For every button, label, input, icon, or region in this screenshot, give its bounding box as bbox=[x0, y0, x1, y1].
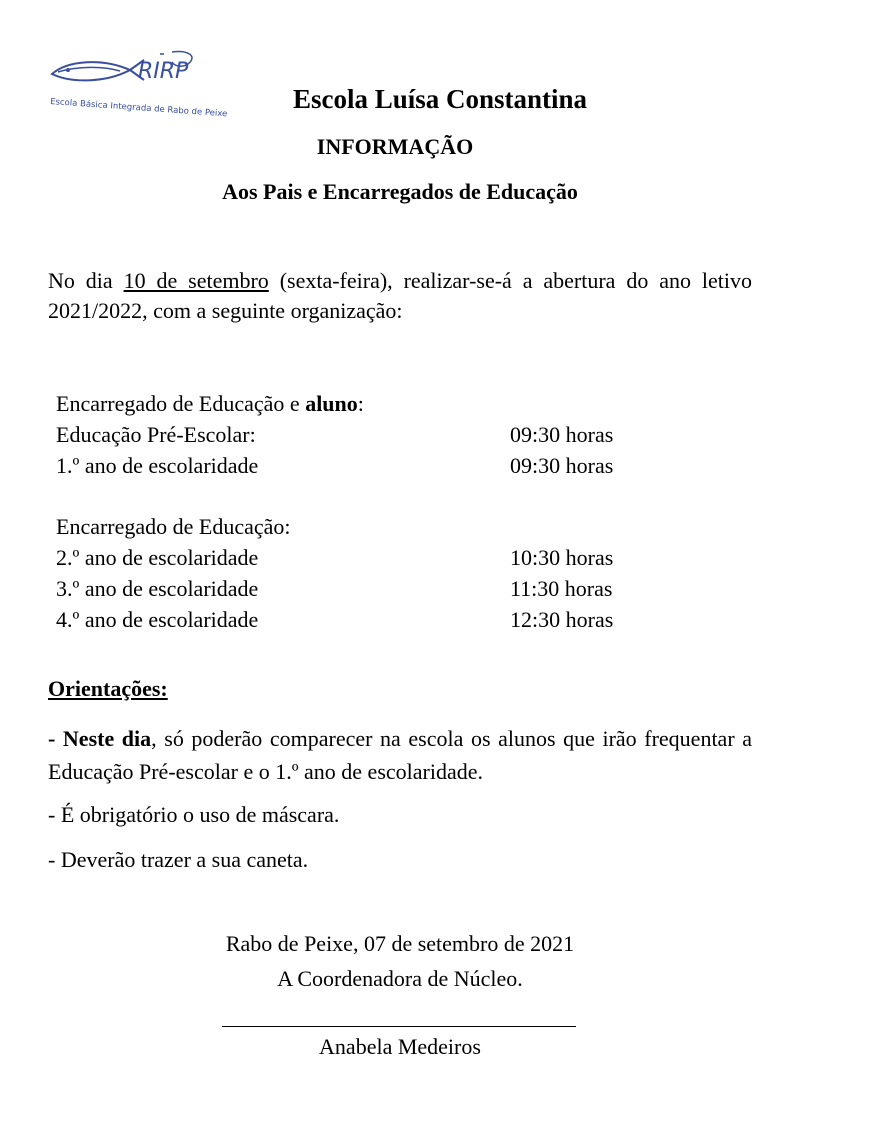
schedule-row bbox=[56, 542, 656, 573]
intro-pre: No dia bbox=[48, 268, 124, 293]
schedule-row bbox=[56, 604, 656, 635]
school-name: Escola Luísa Constantina bbox=[292, 84, 588, 114]
group2-heading: Encarregado de Educação: bbox=[56, 514, 291, 539]
group1-heading-bold: aluno bbox=[305, 391, 358, 416]
group1-heading bbox=[56, 388, 656, 419]
orientations-title: Orientações: bbox=[48, 676, 168, 701]
signer-name: Anabela Medeiros bbox=[319, 1034, 481, 1059]
schedule-group-student bbox=[56, 388, 656, 481]
schedule-label: Educação Pré-Escolar: bbox=[56, 422, 256, 447]
schedule-row bbox=[56, 450, 656, 481]
schedule-time: 09:30 horas bbox=[510, 422, 614, 447]
intro-date: 10 de setembro bbox=[123, 268, 269, 293]
schedule-row bbox=[56, 573, 656, 604]
group1-heading-pre: Encarregado de Educação e bbox=[56, 391, 306, 416]
orientation-item bbox=[48, 722, 752, 788]
intro-post: (sexta-feira), realizar-se-á a abertura do ano letivo 2021/2022, com a seguinte organização: bbox=[48, 268, 753, 323]
orientation-item-rest: , só poderão comparecer na escola os alunos que irão frequentar a Educação Pré-escolar e o 1.º ano de escolaridade. bbox=[48, 726, 753, 784]
signer-role: A Coordenadora de Núcleo. bbox=[277, 966, 523, 991]
orientation-item: - Deverão trazer a sua caneta. bbox=[48, 847, 309, 872]
schedule-label: 4.º ano de escolaridade bbox=[56, 607, 259, 632]
document-type: INFORMAÇÃO bbox=[316, 134, 474, 159]
schedule-label: 1.º ano de escolaridade bbox=[56, 453, 259, 478]
schedule-time: 11:30 horas bbox=[510, 576, 613, 601]
intro-paragraph bbox=[48, 266, 752, 326]
schedule-row bbox=[56, 419, 656, 450]
audience-heading: Aos Pais e Encarregados de Educação bbox=[222, 179, 578, 204]
place-date: Rabo de Peixe, 07 de setembro de 2021 bbox=[225, 931, 575, 956]
logo-letters: RIRP bbox=[138, 59, 189, 84]
logo-caption: Escola Básica Integrada de Rabo de Peixe bbox=[49, 97, 228, 120]
group1-heading-post: : bbox=[357, 391, 364, 416]
schedule-time: 12:30 horas bbox=[510, 607, 614, 632]
schedule-label: 3.º ano de escolaridade bbox=[56, 576, 259, 601]
orientation-item: - É obrigatório o uso de máscara. bbox=[48, 802, 340, 827]
schedule-label: 2.º ano de escolaridade bbox=[56, 545, 259, 570]
schedule-time: 09:30 horas bbox=[510, 453, 614, 478]
signature-line bbox=[222, 1026, 576, 1027]
schedule-time: 10:30 horas bbox=[510, 545, 614, 570]
orientation-item-bold: - Neste dia bbox=[48, 726, 152, 751]
schedule-group-guardian bbox=[56, 511, 656, 635]
